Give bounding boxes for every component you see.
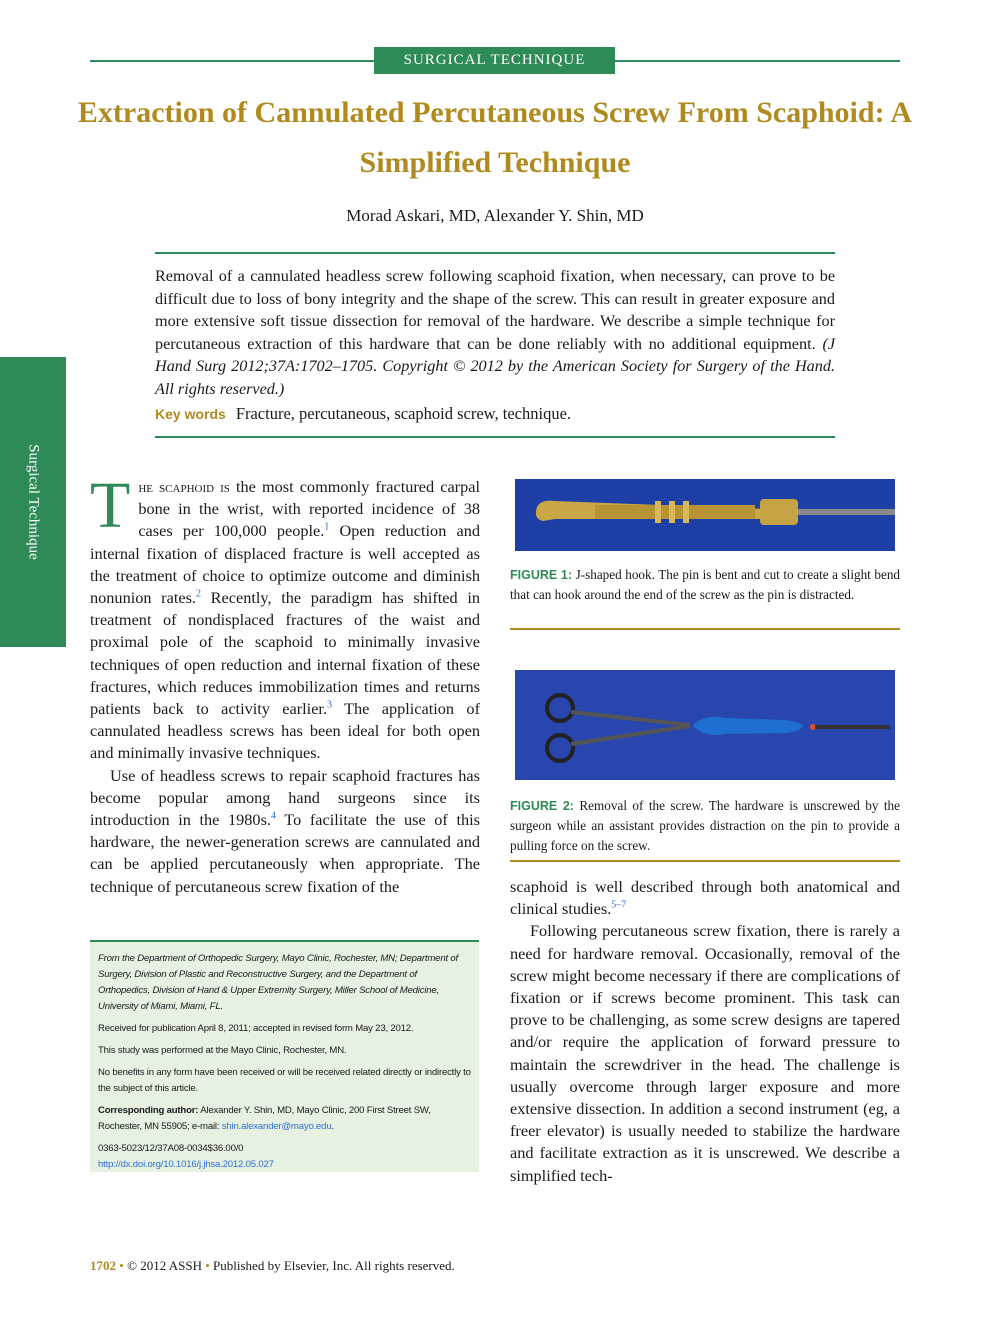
abstract-bottom-rule — [155, 436, 835, 438]
figure-1-caption — [510, 565, 900, 605]
lead-smallcaps: he scaphoid is — [138, 477, 230, 496]
doi-link[interactable]: http://dx.doi.org/10.1016/j.jhsa.2012.05.027 — [98, 1159, 274, 1170]
separator-dot: • — [119, 1258, 124, 1273]
ref-link[interactable]: 1 — [324, 521, 330, 533]
study-location: This study was performed at the Mayo Clinic, Rochester, MN. — [98, 1045, 347, 1056]
page-footer — [90, 1258, 455, 1274]
figure-1-text: J-shaped hook. The pin is bent and cut to create a slight bend that can hook around the end of the screw as the pin is distracted. — [510, 567, 901, 602]
author-list: Morad Askari, MD, Alexander Y. Shin, MD — [346, 206, 644, 225]
corr-text: Alexander Y. Shin, MD, Mayo Clinic, 200 First Street SW, Rochester, MN 55905; e-mail: — [98, 1105, 431, 1132]
issn: 0363-5023/12/37A08-0034$36.00/0 — [98, 1143, 244, 1154]
left-column — [90, 469, 480, 898]
text-run: the most commonly fractured carpal bone in the wrist, with reported incidence of 38 cases per 100,000 people. — [138, 477, 480, 541]
page-number: 1702 — [90, 1258, 116, 1273]
footer-copyright: © 2012 ASSH — [127, 1258, 202, 1273]
figure-2-rule — [510, 860, 900, 862]
paragraph: Following percutaneous screw fixation, there is rarely a need for hardware removal. Occasionally, removal of the screw might become necessary if there are complications of fixation or if screws become prominent. This task can prove to be challenging, as some screw designs are tapered and/or require the application of forward pressure to maintain the screwdriver in the head. The challenge is usually overcome through larger exposure and more extensive dissection. In addition a second instrument (eg, a freer elevator) is usually needed to stabilize the hardware and facilitate extraction as it is unscrewed. We describe a simplified tech- — [510, 921, 900, 1185]
footer-publisher: Published by Elsevier, Inc. All rights reserved. — [213, 1258, 455, 1273]
corr-end: . — [331, 1121, 334, 1132]
identifiers — [98, 1141, 471, 1173]
article-info-box — [90, 940, 479, 1172]
separator-dot: • — [205, 1258, 210, 1273]
ref-link[interactable]: 3 — [327, 699, 333, 711]
side-tab-label: Surgical Technique — [25, 444, 42, 560]
corr-label: Corresponding author: — [98, 1105, 199, 1116]
text-run: To facilitate the use of this hardware, the newer-generation screws are cannulated and can be applied percutaneously when appropriate. The technique of percutaneous screw fixation of the — [90, 810, 480, 896]
figure-1-image — [515, 479, 895, 551]
paragraph — [90, 765, 480, 898]
text-run: Recently, the paradigm has shifted in treatment of nondisplaced fractures of the waist and proximal pole of the scaphoid to minimally invasive techniques of open reduction and internal fixation of these fractures, which reduces immobilization times and returns patients back to activity earlier. — [90, 588, 480, 719]
affiliation: From the Department of Orthopedic Surgery, Mayo Clinic, Rochester, MN; Department of Surgery, Division of Plastic and Reconstructive Surgery, and the Department of Orthopedics, Division of Hand & Upper Extremity Surgery, Miller School of Medicine, University of Miami, Miami, FL. — [98, 953, 458, 1012]
abstract-text: Removal of a cannulated headless screw following scaphoid fixation, when necessary, can prove to be difficult due to loss of bony integrity and the shape of the screw. This can result in greater exposure and more extensive soft tissue dissection for removal of the hardware. We describe a simple technique for percutaneous extraction of this hardware that can be done reliably with no additional equipment. — [155, 267, 835, 353]
figure-2-caption — [510, 796, 900, 856]
figure-2-text: Removal of the screw. The hardware is unscrewed by the surgeon while an assistant provides distraction on the pin to provide a pulling force on the screw. — [510, 798, 901, 853]
abstract — [155, 265, 835, 400]
paragraph — [90, 469, 480, 765]
text-run: scaphoid is well described through both anatomical and clinical studies. — [510, 877, 900, 919]
text-run: The application of cannulated headless screws has been ideal for both open and minimally invasive techniques. — [90, 699, 480, 763]
text-run: Use of headless screws to repair scaphoid fractures has become popular among hand surgeons since its introduction in the 1980s. — [90, 765, 480, 830]
received-date: Received for publication April 8, 2011; accepted in revised form May 23, 2012. — [98, 1023, 414, 1034]
benefits-statement: No benefits in any form have been received or will be received related directly or indirectly to the subject of this article. — [98, 1067, 471, 1094]
text-run: Open reduction and internal fixation of displaced fracture is well accepted as the treatment of choice to optimize outcome and diminish nonunion rates. — [90, 521, 480, 608]
section-tag: SURGICAL TECHNIQUE — [374, 47, 615, 74]
keywords-label: Key words — [155, 406, 226, 422]
abstract-top-rule — [155, 252, 835, 254]
figure-2-image — [515, 670, 895, 780]
figure-1-rule — [510, 628, 900, 630]
drop-cap: T — [90, 469, 131, 542]
figure-1-label: FIGURE 1: — [510, 568, 573, 582]
paragraph — [510, 876, 900, 920]
right-column — [510, 876, 900, 1187]
ref-link[interactable]: 2 — [196, 588, 201, 600]
ref-link[interactable]: 4 — [270, 810, 276, 822]
corresponding-author — [98, 1103, 471, 1135]
figure-2-label: FIGURE 2: — [510, 799, 574, 813]
article-title: Extraction of Cannulated Percutaneous Screw From Scaphoid: A Simplified Technique — [77, 96, 913, 179]
keywords — [155, 404, 835, 424]
email-link[interactable]: shin.alexander@mayo.edu — [221, 1121, 332, 1132]
side-tab — [0, 357, 66, 647]
keywords-text: Fracture, percutaneous, scaphoid screw, technique. — [235, 404, 572, 423]
ref-link[interactable]: 5–7 — [611, 899, 627, 911]
abstract-citation: (J Hand Surg 2012;37A:1702–1705. Copyright © 2012 by the American Society for Surgery of the Hand. All rights reserved.) — [155, 334, 836, 398]
